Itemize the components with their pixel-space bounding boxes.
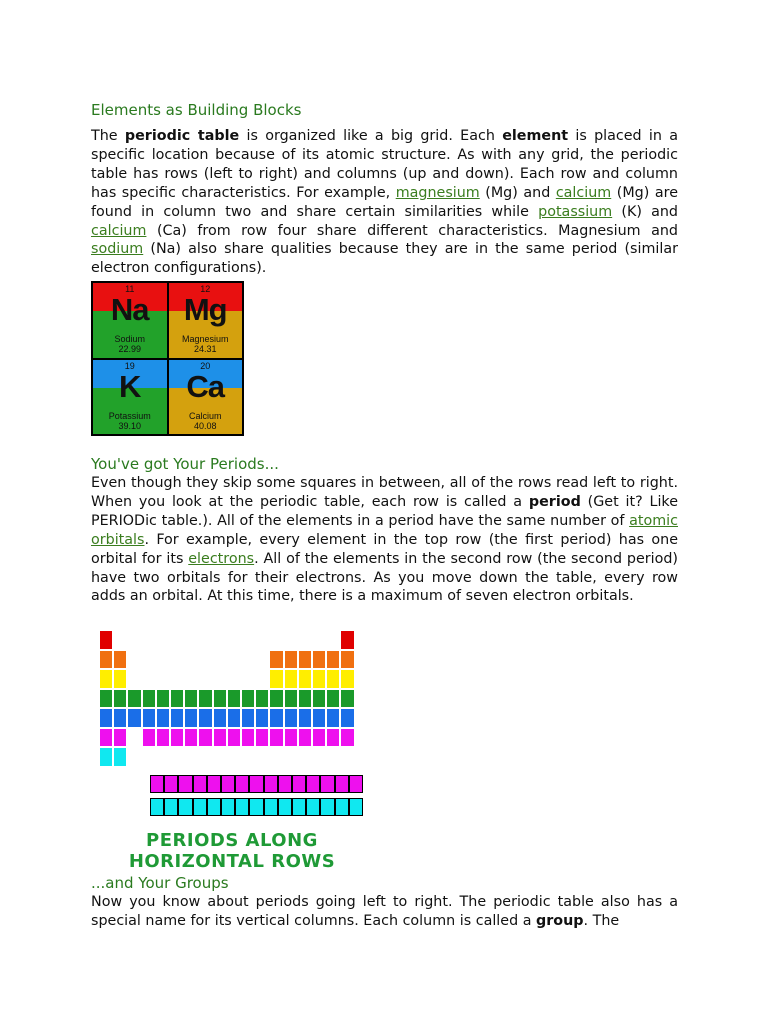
period-cell (207, 775, 221, 793)
period-cell (99, 747, 113, 767)
period-cell (292, 775, 306, 793)
period-cell (264, 798, 278, 816)
text: . For example, every element in the top row (the first period) has one orbital for its (91, 531, 678, 567)
link-potassium[interactable]: potassium (538, 203, 613, 220)
period-cell (156, 728, 170, 748)
period-cell (142, 728, 156, 748)
atomic-number: 19 (124, 360, 135, 371)
periods-caption (99, 830, 365, 872)
period-cell (320, 775, 334, 793)
period-cell (298, 650, 312, 670)
period-cell (255, 708, 269, 728)
period-cell (227, 689, 241, 709)
atomic-number: 12 (200, 284, 211, 294)
period-cell (284, 728, 298, 748)
period-cell (306, 775, 320, 793)
period-cell (326, 728, 340, 748)
period-cell (320, 798, 334, 816)
period-cell (164, 798, 178, 816)
period-cell (164, 775, 178, 793)
period-cell (326, 708, 340, 728)
period-cell (178, 775, 192, 793)
caption-line: PERIODS ALONG (146, 830, 318, 851)
element-tile-sodium (93, 283, 167, 358)
link-magnesium[interactable]: magnesium (395, 184, 480, 201)
period-cell (198, 728, 212, 748)
period-cell (326, 689, 340, 709)
period-cell (156, 708, 170, 728)
period-cell (312, 689, 326, 709)
term-period: period (528, 493, 581, 510)
atomic-weight: 22.99 (118, 344, 142, 354)
atomic-weight: 39.10 (118, 420, 142, 431)
period-cell (249, 775, 263, 793)
period-cell (198, 689, 212, 709)
atomic-number: 20 (200, 360, 211, 371)
element-tile-calcium (169, 360, 243, 435)
period-cell (241, 689, 255, 709)
period-cell (340, 669, 354, 689)
period-cell (142, 689, 156, 709)
period-cell (99, 669, 113, 689)
period-cell (326, 669, 340, 689)
link-calcium[interactable]: calcium (91, 222, 147, 239)
element-name: Magnesium (181, 334, 229, 344)
period-cell (284, 669, 298, 689)
link-calcium[interactable]: calcium (555, 184, 612, 201)
period-cell (221, 775, 235, 793)
text: (Mg) are found in column two and share certain similarities while (91, 184, 678, 220)
period-cell (298, 708, 312, 728)
period-cell (298, 669, 312, 689)
period-cell (335, 775, 349, 793)
period-cell (193, 775, 207, 793)
period-cell (184, 708, 198, 728)
text: Even though they skip some squares in between, all of the rows read left to right. When you look at the periodic table, each row is called a (91, 475, 678, 510)
element-symbol: K (119, 368, 141, 404)
paragraph-building-blocks (91, 127, 678, 278)
element-symbol: Mg (183, 292, 227, 327)
link-electrons[interactable]: electrons (188, 550, 255, 567)
period-cell (99, 630, 113, 650)
period-cell (150, 775, 164, 793)
period-cell (312, 650, 326, 670)
element-symbol: Na (110, 292, 149, 327)
period-cell (255, 689, 269, 709)
period-cell (284, 689, 298, 709)
period-cell (235, 798, 249, 816)
period-cell (312, 708, 326, 728)
period-cell (178, 798, 192, 816)
term-element: element (502, 128, 569, 144)
period-cell (241, 728, 255, 748)
atomic-weight: 40.08 (193, 420, 217, 431)
period-cell (340, 650, 354, 670)
period-cell (269, 728, 283, 748)
period-cell (284, 650, 298, 670)
caption-line: HORIZONTAL ROWS (128, 851, 336, 872)
periods-diagram (99, 630, 365, 872)
period-cell (99, 728, 113, 748)
period-cell (227, 708, 241, 728)
period-cell (113, 708, 127, 728)
period-cell (349, 798, 363, 816)
period-cell (198, 708, 212, 728)
period-cell (113, 689, 127, 709)
period-cell (340, 708, 354, 728)
period-cell (221, 798, 235, 816)
section-heading-groups: ...and Your Groups (91, 874, 229, 892)
period-cell (298, 728, 312, 748)
period-cell (312, 728, 326, 748)
period-cell (312, 669, 326, 689)
period-cell (269, 708, 283, 728)
text: is organized like a big grid. Each (239, 128, 503, 144)
period-cell (241, 708, 255, 728)
element-name: Sodium (114, 334, 145, 344)
link-atomic-orbitals[interactable]: atomic orbitals (91, 512, 678, 548)
period-cell (99, 650, 113, 670)
period-cell (113, 650, 127, 670)
period-cell (335, 798, 349, 816)
paragraph-groups (91, 893, 678, 931)
period-cell (306, 798, 320, 816)
atomic-weight: 24.31 (193, 344, 217, 354)
period-cell (264, 775, 278, 793)
paragraph-periods (91, 474, 678, 606)
element-tiles-figure (91, 281, 244, 436)
period-cell (113, 747, 127, 767)
period-cell (207, 798, 221, 816)
period-cell (184, 728, 198, 748)
element-symbol: Ca (186, 368, 225, 404)
period-cell (213, 689, 227, 709)
period-cell (249, 798, 263, 816)
period-cell (127, 708, 141, 728)
period-cell (284, 708, 298, 728)
text: (K) and (612, 203, 678, 220)
element-name: Potassium (108, 410, 151, 421)
text: . All of the elements in the second row (the second period) have two orbitals for their electrons. As you move down the table, every row adds an orbital. At this time, there is a maximum of seven electron orbitals. (91, 550, 678, 605)
link-sodium[interactable]: sodium (91, 241, 144, 258)
period-cell (340, 630, 354, 650)
period-cell (269, 669, 283, 689)
period-cell (213, 708, 227, 728)
period-cell (326, 650, 340, 670)
period-cell (99, 689, 113, 709)
period-cell (340, 689, 354, 709)
atomic-number: 11 (125, 284, 135, 294)
text: (Get it? Like PERIODic table.). All of the elements in a period have the same number of (91, 493, 678, 529)
element-tile-potassium (93, 360, 167, 435)
term-periodic-table: periodic table (124, 128, 240, 144)
period-cell (193, 798, 207, 816)
element-name: Calcium (188, 410, 222, 421)
text: is placed in a specific location because of its atomic structure. As with any grid, the periodic table has rows (left to right) and columns (up and down). Each row and column has specific characteristics. For example, (91, 128, 678, 201)
period-cell (340, 728, 354, 748)
text: Now you know about periods going left to right. The periodic table also has a special name for its vertical columns. Each column is called a (91, 894, 678, 929)
text: (Mg) and (479, 184, 556, 201)
period-cell (142, 708, 156, 728)
period-cell (113, 728, 127, 748)
period-cell (269, 689, 283, 709)
period-cell (99, 708, 113, 728)
period-cell (255, 728, 269, 748)
period-cell (349, 775, 363, 793)
period-cell (127, 689, 141, 709)
period-cell (170, 708, 184, 728)
period-cell (170, 728, 184, 748)
period-cell (156, 689, 170, 709)
period-cell (150, 798, 164, 816)
text: (Ca) from row four share different characteristics. Magnesium and (146, 222, 678, 239)
section-heading-building-blocks: Elements as Building Blocks (91, 101, 302, 119)
period-cell (227, 728, 241, 748)
period-cell (213, 728, 227, 748)
period-cell (184, 689, 198, 709)
period-cell (298, 689, 312, 709)
text: The (91, 128, 125, 144)
element-tile-magnesium (169, 283, 243, 358)
period-cell (278, 798, 292, 816)
term-group: group (536, 912, 584, 929)
period-cell (292, 798, 306, 816)
period-cell (170, 689, 184, 709)
period-cell (269, 650, 283, 670)
section-heading-periods: You've got Your Periods... (91, 455, 279, 473)
text: . The (583, 912, 620, 929)
period-cell (235, 775, 249, 793)
period-cell (278, 775, 292, 793)
text: (Na) also share qualities because they are in the same period (similar electron configurations). (91, 241, 678, 277)
period-cell (113, 669, 127, 689)
